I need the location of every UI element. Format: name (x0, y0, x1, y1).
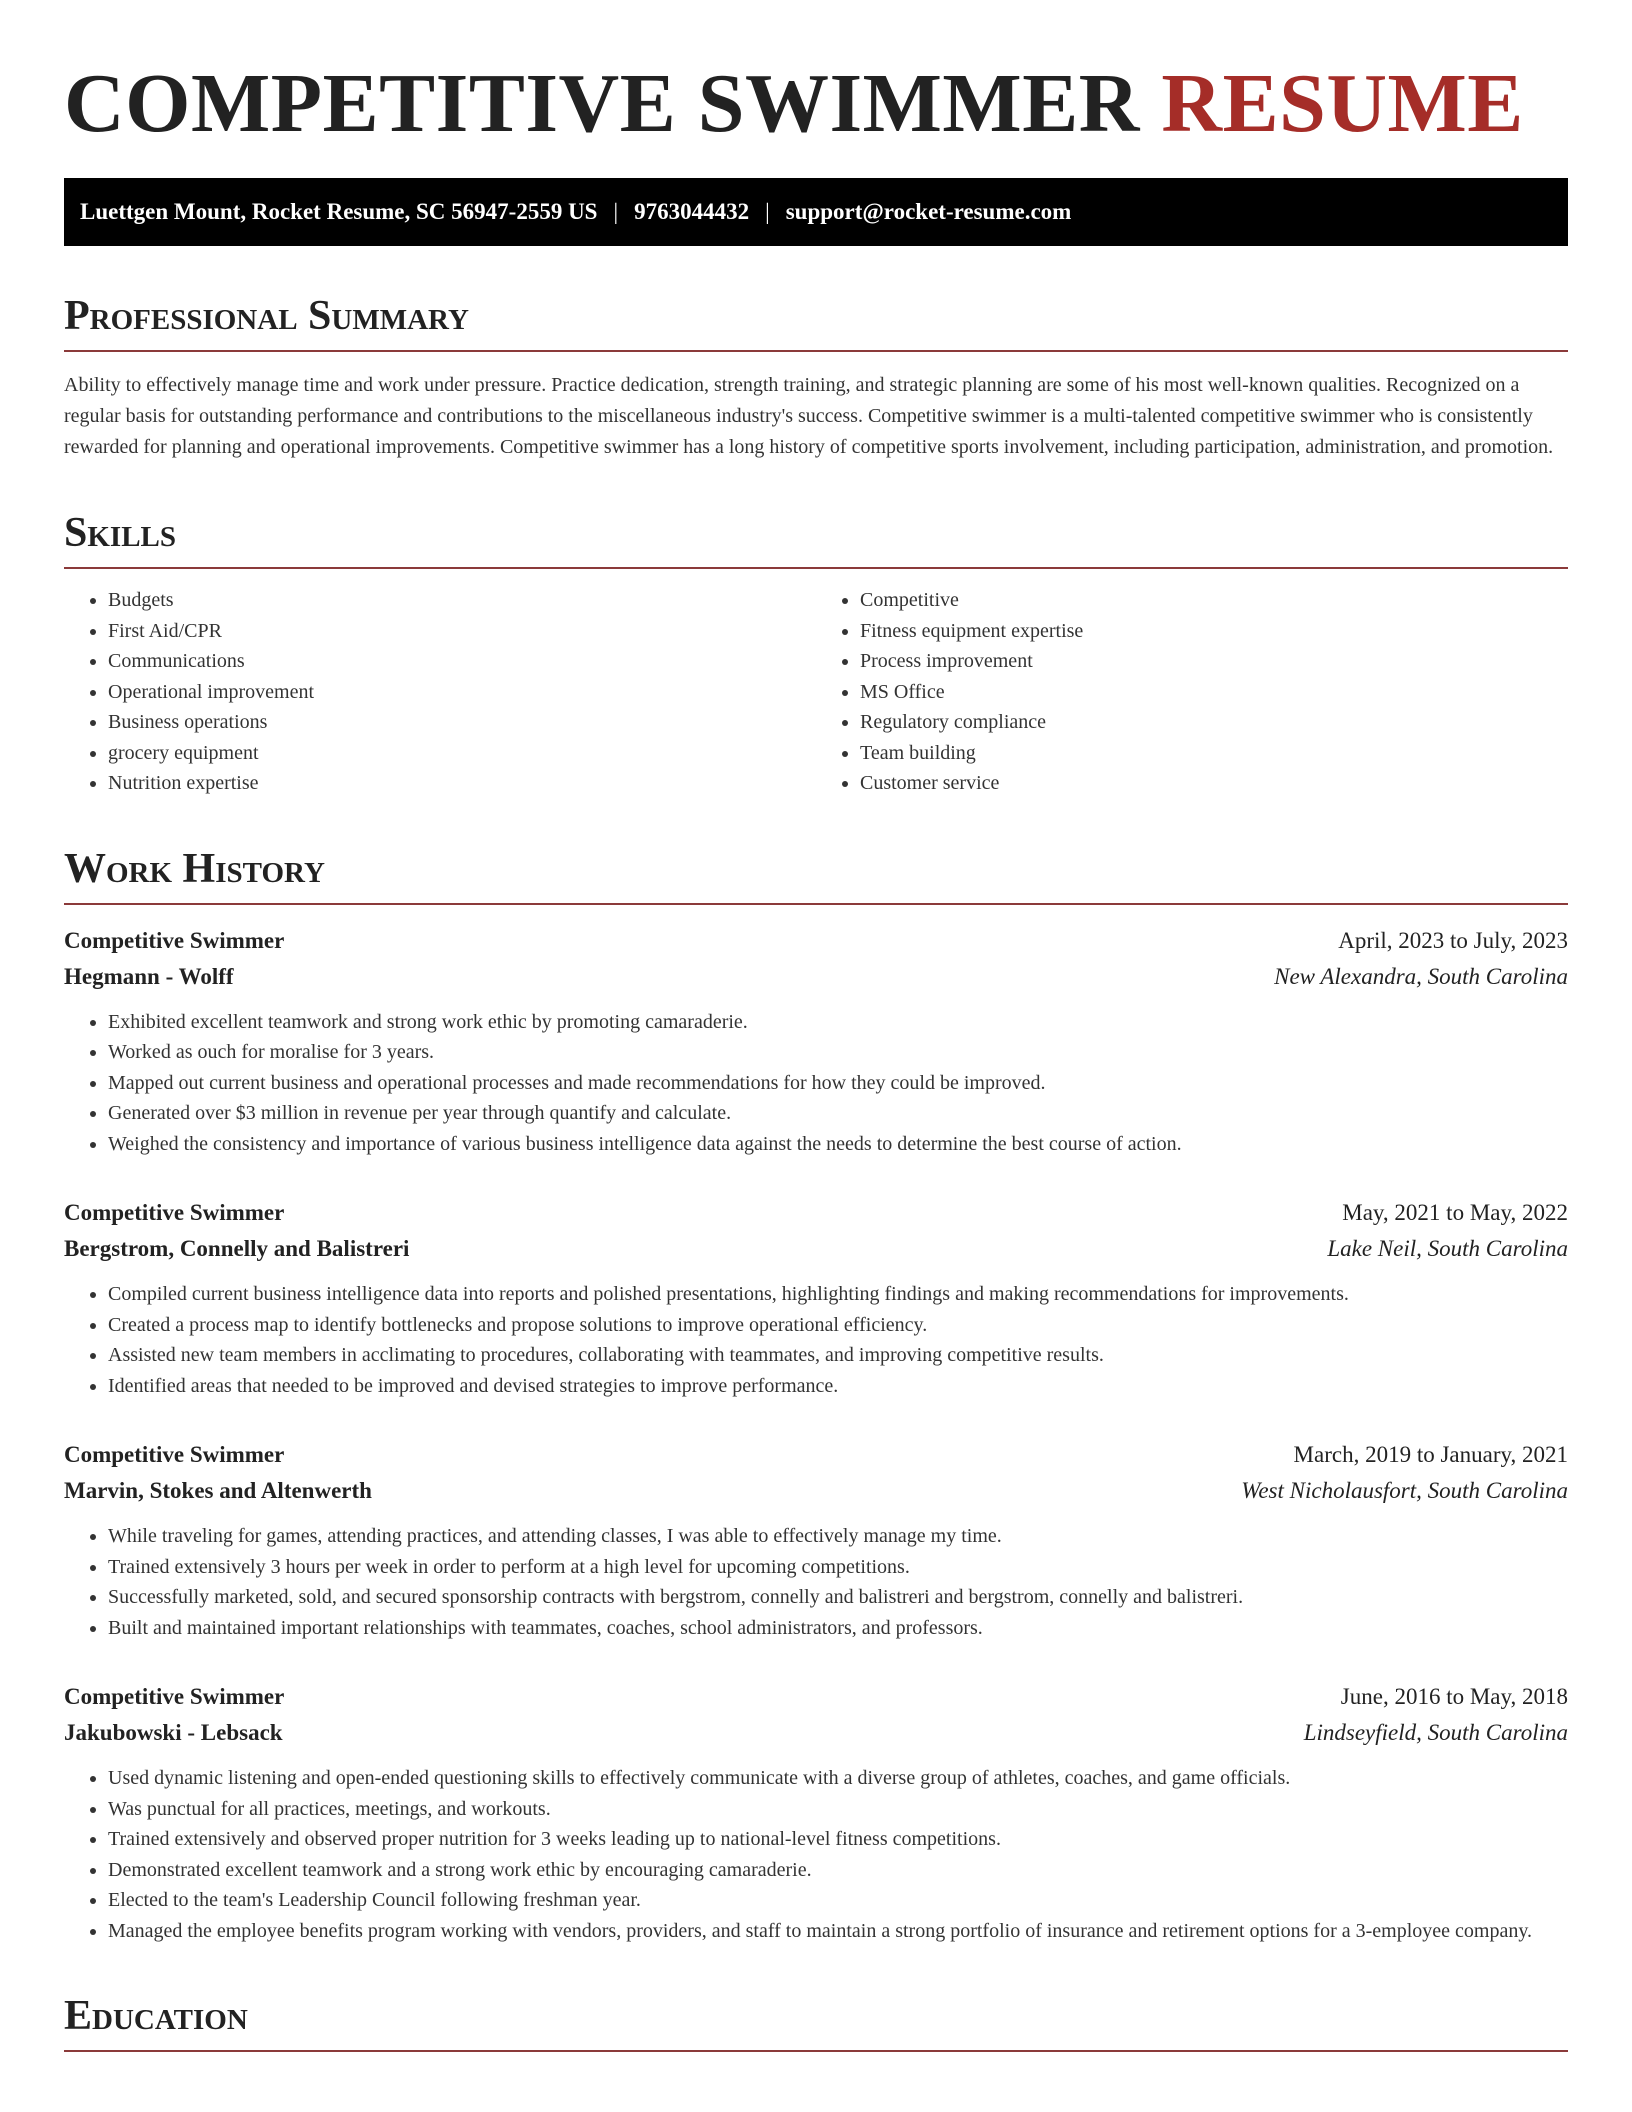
title-main: COMPETITIVE SWIMMER (64, 57, 1140, 150)
job-bullet: • While traveling for games, attending practices, and attending classes, I was able to effectively manage my time. (108, 1521, 1568, 1552)
skill-item: • Budgets (108, 585, 816, 616)
job-bullet: • Elected to the team's Leadership Council following freshman year. (108, 1885, 1568, 1916)
job-bullets (64, 1521, 1568, 1643)
skill-item: • grocery equipment (108, 738, 816, 769)
job-header-row (64, 923, 1568, 959)
contact-separator: | (613, 199, 619, 224)
job-company: Marvin, Stokes and Altenwerth (64, 1478, 372, 1503)
skills-columns (64, 585, 1568, 799)
job-company: Hegmann - Wolff (64, 963, 234, 989)
skill-item: • Nutrition expertise (108, 768, 816, 799)
job-bullet: • Managed the employee benefits program working with vendors, providers, and staff to maintain a strong portfolio of insurance and retirement options for a 3-employee company. (108, 1916, 1568, 1947)
title-accent: RESUME (1161, 57, 1524, 150)
job-title: Competitive Swimmer (64, 1442, 285, 1467)
job-header-row (64, 1679, 1568, 1715)
job-header-row (64, 1437, 1568, 1473)
job-bullet: • Mapped out current business and operational processes and made recommendations for how they could be improved. (108, 1068, 1568, 1099)
job-location: Lake Neil, South Carolina (1327, 1236, 1568, 1261)
job-bullet: • Worked as ouch for moralise for 3 years. (108, 1037, 1568, 1068)
job-company: Bergstrom, Connelly and Balistreri (64, 1236, 410, 1261)
summary-text: Ability to effectively manage time and work under pressure. Practice dedication, strength training, and strategic planning are some of his most well-known qualities. Recognized on a regular basis for outstanding performance and contributions to the miscellaneous industry's success. Competitive swimmer is a multi-talented competitive swimmer who is consistently rewarded for planning and operational improvements. Competitive swimmer has a long history of competitive sports involvement, including participation, administration, and promotion. (64, 374, 1554, 458)
summary-heading: Professional Summary (64, 290, 1568, 352)
contact-address: Luettgen Mount, Rocket Resume, SC 56947-2559 US (80, 199, 598, 224)
job-entry (64, 923, 1568, 1160)
skill-item: • Business operations (108, 707, 816, 738)
skill-item: • Team building (860, 738, 1568, 769)
education-section (64, 1990, 1568, 2052)
job-bullet: • Created a process map to identify bottlenecks and propose solutions to improve operational efficiency. (108, 1310, 1568, 1341)
job-bullet: • Exhibited excellent teamwork and strong work ethic by promoting camaraderie. (108, 1007, 1568, 1038)
skills-heading: Skills (64, 507, 1568, 569)
job-title: Competitive Swimmer (64, 927, 285, 953)
job-bullet: • Identified areas that needed to be improved and devised strategies to improve performance. (108, 1371, 1568, 1402)
job-company-row (64, 1231, 1568, 1267)
summary-section (64, 290, 1568, 463)
job-title: Competitive Swimmer (64, 1684, 285, 1709)
resume-title (64, 56, 1568, 152)
skill-item: • Process improvement (860, 646, 1568, 677)
job-bullets (64, 1007, 1568, 1160)
job-company-row (64, 959, 1568, 995)
job-bullets (64, 1279, 1568, 1401)
job-bullet: • Trained extensively and observed proper nutrition for 3 weeks leading up to national-level fitness competitions. (108, 1824, 1568, 1855)
job-company: Jakubowski - Lebsack (64, 1720, 283, 1745)
job-dates: April, 2023 to July, 2023 (1338, 927, 1568, 953)
job-dates: June, 2016 to May, 2018 (1340, 1684, 1568, 1709)
job-dates: March, 2019 to January, 2021 (1293, 1442, 1568, 1467)
job-bullet: • Was punctual for all practices, meetings, and workouts. (108, 1794, 1568, 1825)
skill-item: • Customer service (860, 768, 1568, 799)
job-bullet: • Weighed the consistency and importance of various business intelligence data against the needs to determine the best course of action. (108, 1129, 1568, 1160)
skill-item: • Communications (108, 646, 816, 677)
contact-separator: | (765, 199, 770, 224)
skill-item: • MS Office (860, 677, 1568, 708)
skills-list-left (64, 585, 816, 799)
education-heading: Education (64, 1990, 1568, 2052)
job-dates: May, 2021 to May, 2022 (1342, 1200, 1568, 1225)
job-entry (64, 1195, 1568, 1401)
work-history-heading: Work History (64, 843, 1568, 905)
job-bullet: • Assisted new team members in acclimating to procedures, collaborating with teammates, and improving competitive results. (108, 1340, 1568, 1371)
job-bullet: • Built and maintained important relationships with teammates, coaches, school administrators, and professors. (108, 1613, 1568, 1644)
skill-item: • Operational improvement (108, 677, 816, 708)
job-company-row (64, 1473, 1568, 1509)
job-entry (64, 1679, 1568, 1946)
job-bullets (64, 1763, 1568, 1946)
job-location: West Nicholausfort, South Carolina (1241, 1478, 1568, 1503)
job-location: New Alexandra, South Carolina (1274, 963, 1568, 989)
skill-item: • Regulatory compliance (860, 707, 1568, 738)
job-bullet: • Demonstrated excellent teamwork and a strong work ethic by encouraging camaraderie. (108, 1855, 1568, 1886)
job-bullet: • Compiled current business intelligence data into reports and polished presentations, highlighting findings and making recommendations for improvements. (108, 1279, 1568, 1310)
job-bullet: • Trained extensively 3 hours per week in order to perform at a high level for upcoming competitions. (108, 1552, 1568, 1583)
work-history-section (64, 843, 1568, 1947)
job-title: Competitive Swimmer (64, 1200, 285, 1225)
job-header-row (64, 1195, 1568, 1231)
skill-item: • Fitness equipment expertise (860, 616, 1568, 647)
job-company-row (64, 1715, 1568, 1751)
job-bullet: • Generated over $3 million in revenue per year through quantify and calculate. (108, 1098, 1568, 1129)
job-entry (64, 1437, 1568, 1643)
job-location: Lindseyfield, South Carolina (1303, 1720, 1568, 1745)
skills-list-right (816, 585, 1568, 799)
job-bullet: • Successfully marketed, sold, and secured sponsorship contracts with bergstrom, connelly and balistreri and bergstrom, connelly and balistreri. (108, 1582, 1568, 1613)
skill-item: • First Aid/CPR (108, 616, 816, 647)
contact-bar (64, 178, 1568, 246)
skills-section (64, 507, 1568, 799)
contact-phone: 9763044432 (634, 199, 750, 224)
contact-email: support@rocket-resume.com (785, 199, 1072, 224)
job-bullet: • Used dynamic listening and open-ended questioning skills to effectively communicate with a diverse group of athletes, coaches, and game officials. (108, 1763, 1568, 1794)
skill-item: • Competitive (860, 585, 1568, 616)
